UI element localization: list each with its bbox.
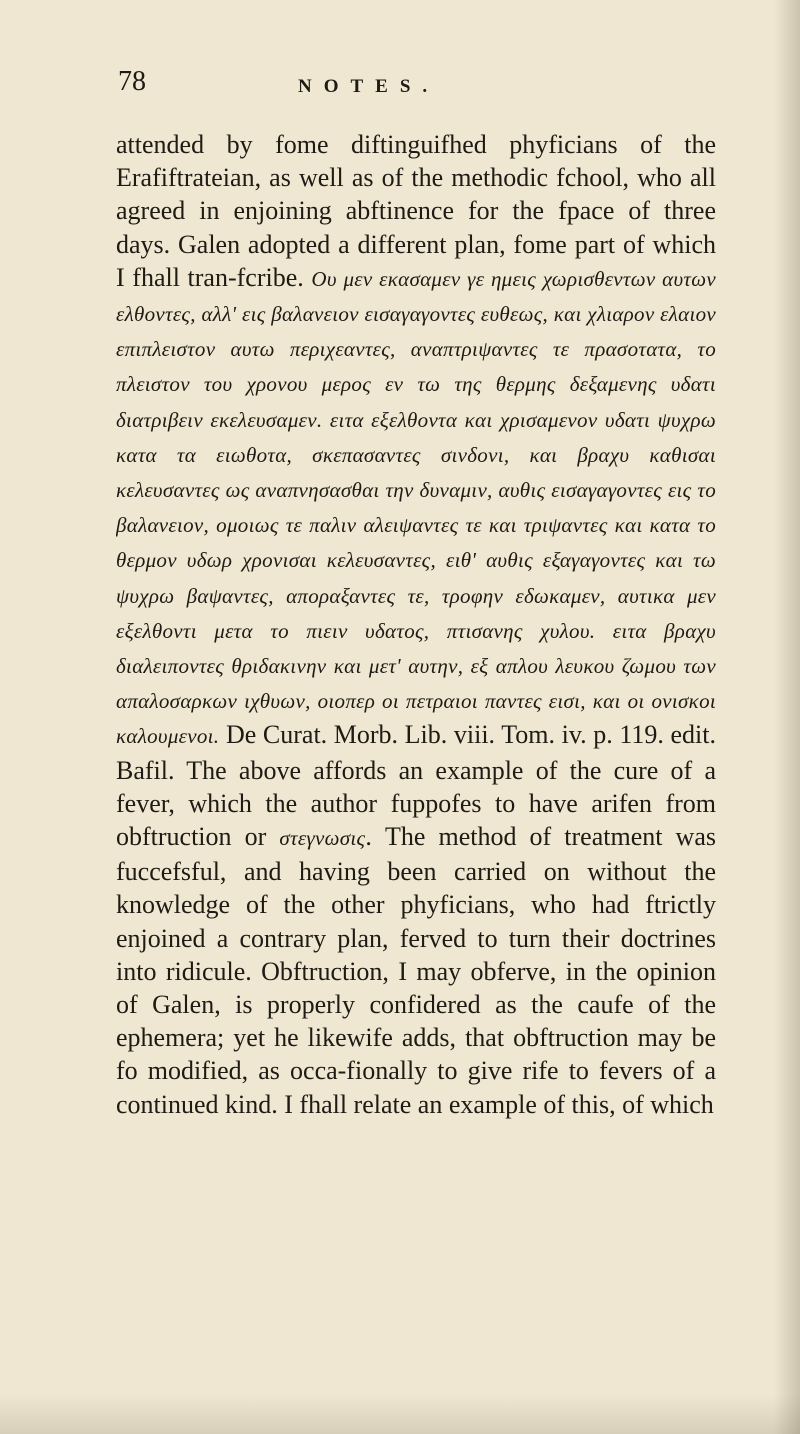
commentary-text: The above affords an example of the cure of a fever, which the author fuppofes to have arifen from obftruction or: [116, 755, 716, 852]
running-head: NOTES.: [298, 76, 440, 97]
closing-text: . The method of treatment was fuccefsful, and having been carried on without the knowledge of the other phyficians, who had ftrictly enjoined a contrary plan, ferved to turn their doctrines into ridicule. Obftruction, I may obferve, in the opinion of Galen, is properly confidered as the caufe of the ephemera; yet he likewife adds, that obftruction may be fo modified, as occa-fionally to give rife to fevers of a cοntinued kind. I fhall relate an example of this, of which: [116, 822, 716, 1119]
page-header: [118, 66, 698, 106]
page-edge-shadow: [774, 0, 800, 1434]
page-number: 78: [118, 66, 146, 97]
paragraph: [116, 128, 716, 1121]
body-text: [116, 128, 716, 1418]
greek-word: στεγνωσις: [279, 826, 366, 851]
greek-quotation: Ου μεν εκασαμεν γε ημεις χωρισθεντων αυτων ελθοντες, αλλ' εις βαλανειον εισαγαγοντες ευθεως, και χλιαρον ελαιον επιπλειστον αυτω περιχεαντες, αναπτριψαντες τε πρασοτατα, το πλειστον του χρονου μερος εν τω της θερμης δεξαμενης υδατι διατριβειν εκελευσαμεν. ειτα εξελθοντα και χρισαμενον υδατι ψυχρω κατα τα ειωθοτα, σκεπασαντες σινδονι, και βραχυ καθισαι κελευσαντες ως αναπνησασθαι την δυναμιν, αυθις εισαγαγοντες εις το βαλανειον, ομοιως τε παλιν αλειψαντες τε και τριψαντες και κατα το θερμον υδωρ χρονισαι κελευσαντες, ειθ' αυθις εξαγαγοντες και τω ψυχρω βαψαντες, αποραξαντες τε, τροφην εδωκαμεν, αυτικα μεν εξελθοντι μετα το πιειν υδατος, πτισανης χυλου. ειτα βραχυ διαλειποντες θριδακινην και μετ' αυτην, εξ απλου λευκου ζωμου των απαλοσαρκων ιχθυων, οιοπερ οι πετραιοι παντες εισι, και οι ονισκοι καλουμενοι.: [116, 266, 716, 749]
citation: De Curat. Morb. Lib. viii. Tom. iv. p. 119. edit. Bafil.: [116, 720, 716, 785]
intro-text: attended by fome diftinguifhed phyficians of the Erafiftrateian, as well as of the methodic fchool, who all agreed in enjoining abftinence for the fpace of three days. Galen adopted a different plan, fome part of which I fhall tran-fcribe.: [116, 130, 716, 292]
